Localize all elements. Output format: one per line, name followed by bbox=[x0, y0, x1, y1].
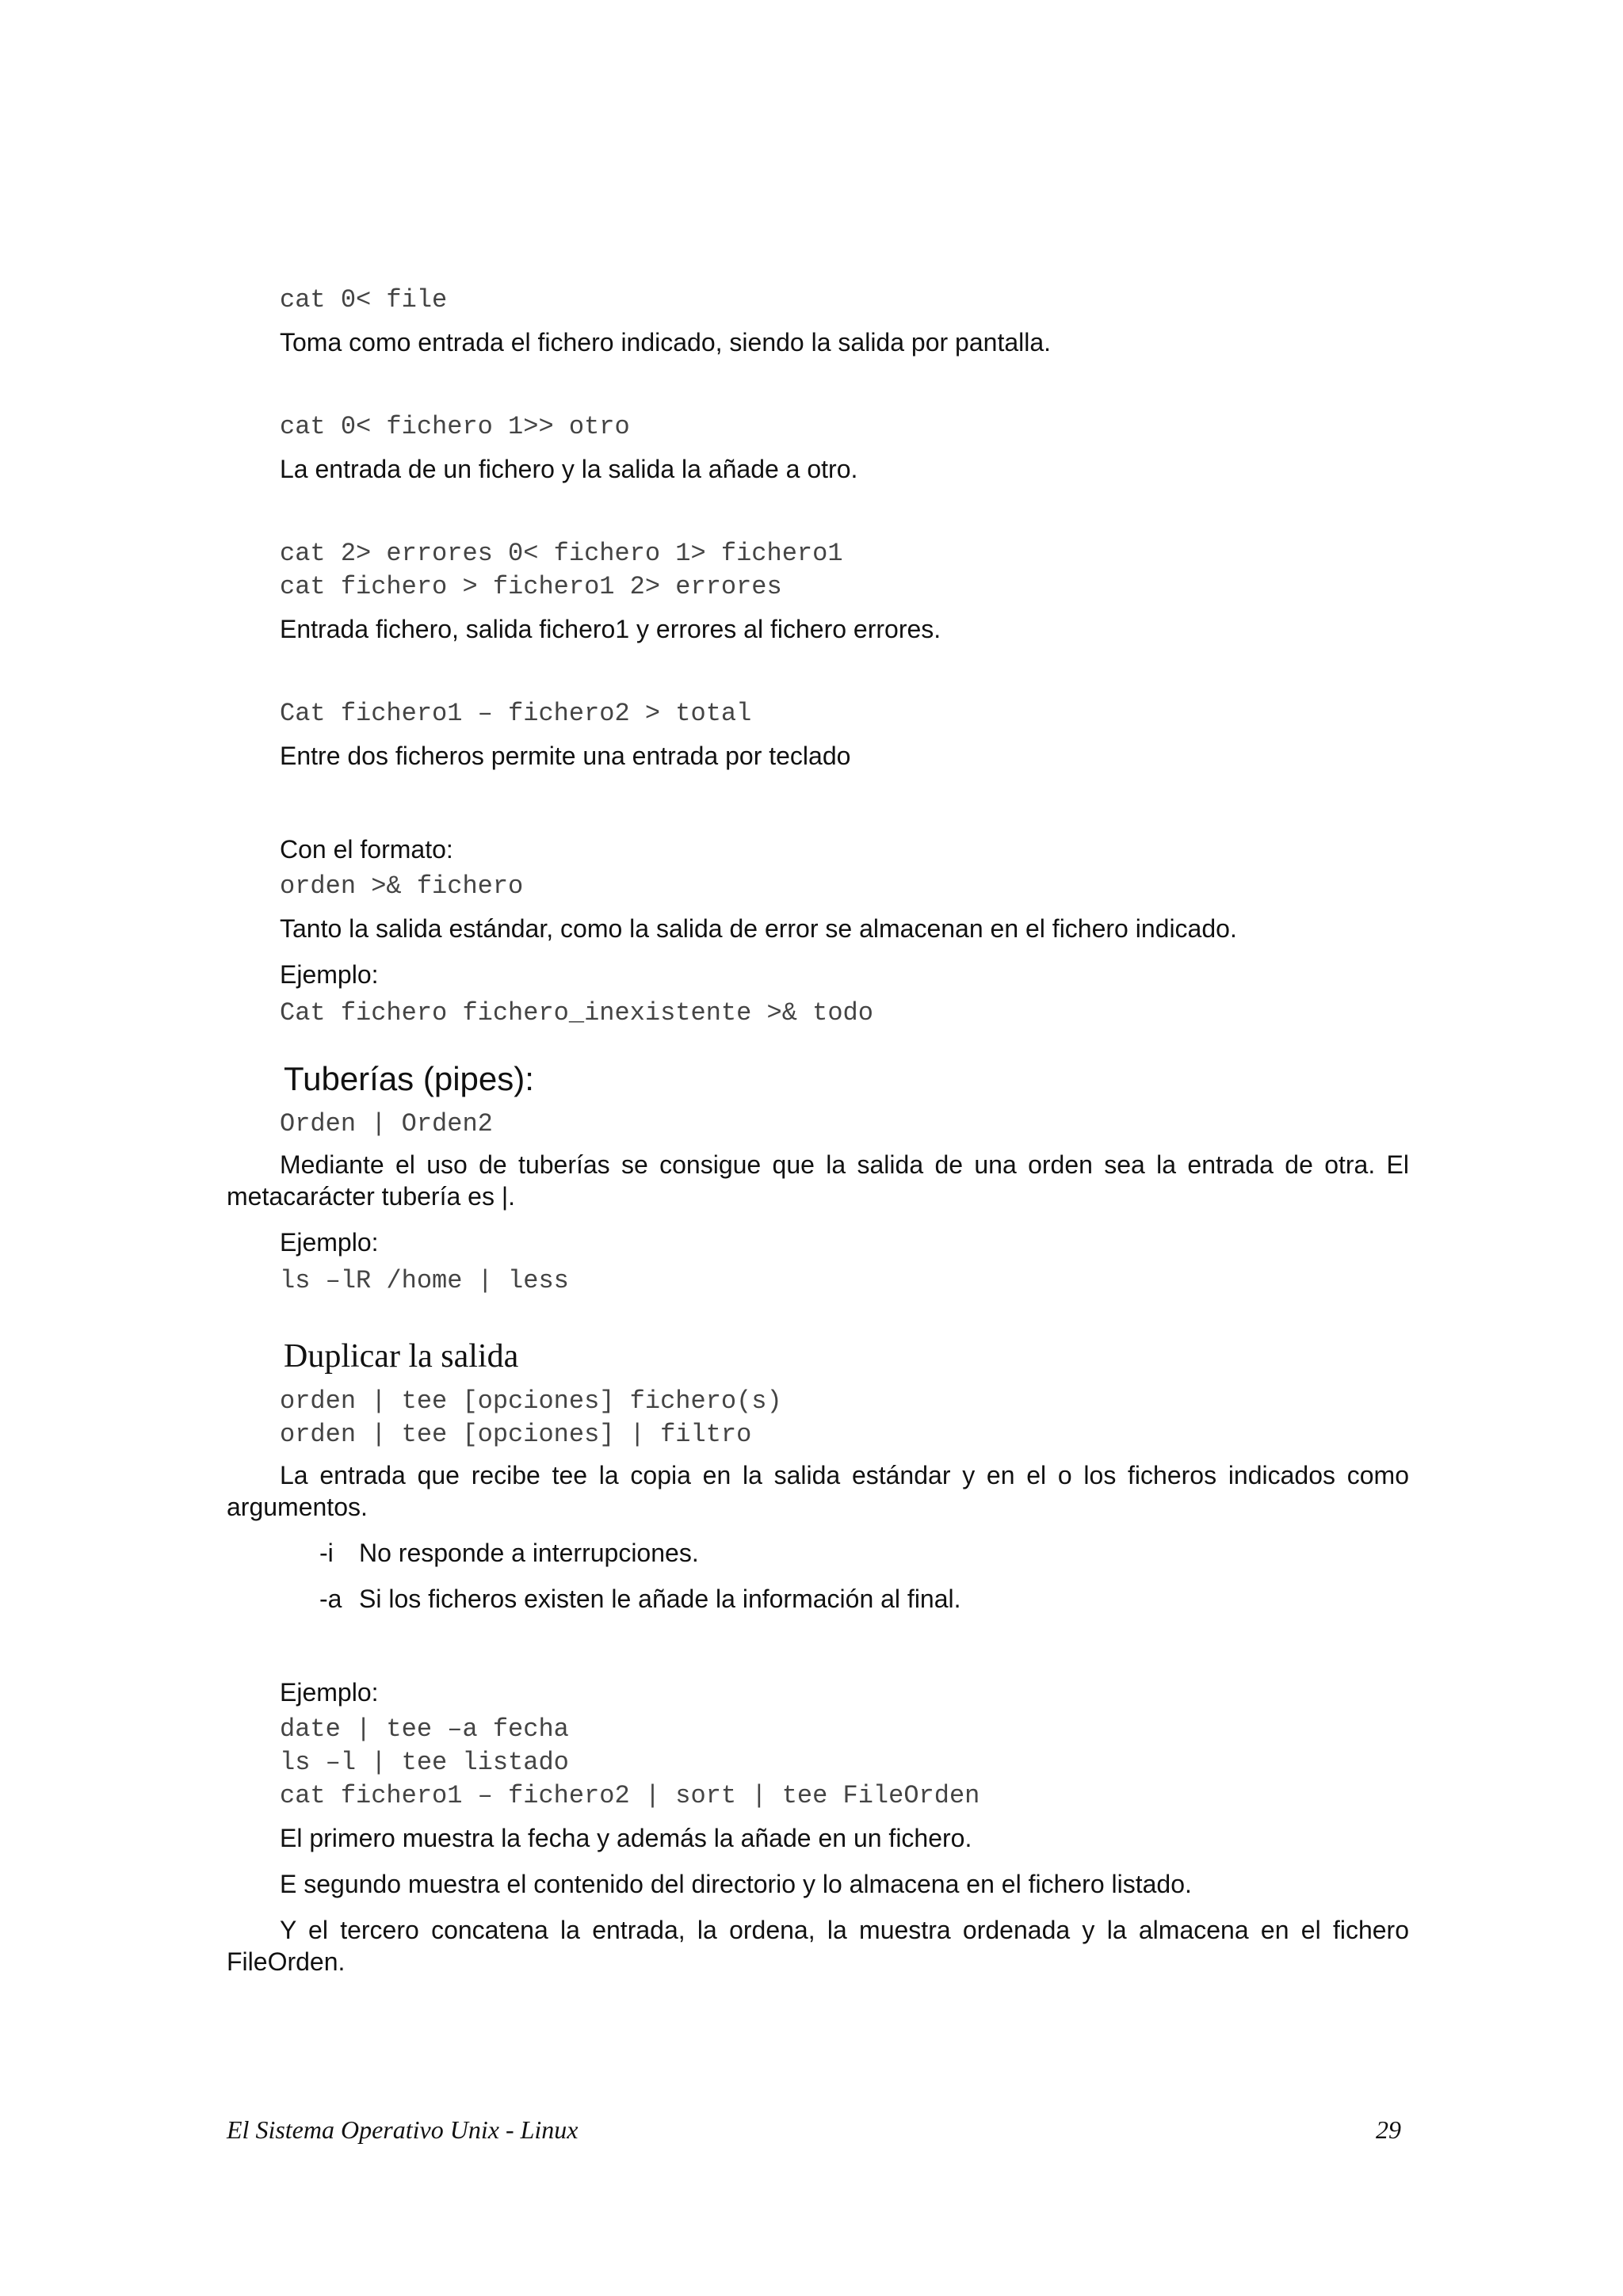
explanation: Y el tercero concatena la entrada, la ordena, la muestra ordenada y la almacena en el fichero FileOrden. bbox=[227, 1916, 1409, 1976]
option-flag: -i bbox=[319, 1539, 334, 1567]
code-line: cat fichero > fichero1 2> errores bbox=[280, 572, 782, 601]
explanation: El primero muestra la fecha y además la añade en un fichero. bbox=[280, 1824, 972, 1852]
section-heading-pipes: Tuberías (pipes): bbox=[284, 1060, 534, 1097]
code-line: cat 0< fichero 1>> otro bbox=[280, 412, 630, 441]
example-label: Ejemplo: bbox=[280, 1228, 379, 1257]
option-text: No responde a interrupciones. bbox=[359, 1539, 699, 1567]
option-item bbox=[319, 1583, 961, 1615]
code-line: orden >& fichero bbox=[280, 871, 524, 901]
code-line: Orden | Orden2 bbox=[280, 1109, 493, 1138]
description: Tanto la salida estándar, como la salida de error se almacenan en el fichero indicado. bbox=[280, 914, 1237, 943]
description: La entrada de un fichero y la salida la añade a otro. bbox=[280, 455, 858, 483]
section-heading-duplicate: Duplicar la salida bbox=[284, 1338, 519, 1375]
option-item bbox=[319, 1537, 699, 1569]
code-line: ls –lR /home | less bbox=[280, 1266, 569, 1295]
code-line: date | tee –a fecha bbox=[280, 1714, 569, 1744]
code-line: Cat fichero1 – fichero2 > total bbox=[280, 699, 752, 728]
paragraph: Mediante el uso de tuberías se consigue que la salida de una orden sea la entrada de otra. El metacarácter tubería es |. bbox=[227, 1150, 1409, 1211]
option-flag: -a bbox=[319, 1585, 342, 1613]
description: Entre dos ficheros permite una entrada por teclado bbox=[280, 742, 851, 770]
footer-title: El Sistema Operativo Unix - Linux bbox=[227, 2115, 579, 2144]
code-line: Cat fichero fichero_inexistente >& todo bbox=[280, 998, 873, 1028]
page-number: 29 bbox=[1376, 2115, 1401, 2144]
code-line: cat fichero1 – fichero2 | sort | tee FileOrden bbox=[280, 1781, 980, 1810]
option-text: Si los ficheros existen le añade la información al final. bbox=[359, 1585, 961, 1613]
example-label: Ejemplo: bbox=[280, 1678, 379, 1707]
example-label: Ejemplo: bbox=[280, 960, 379, 989]
intro-text: Con el formato: bbox=[280, 835, 453, 864]
paragraph: La entrada que recibe tee la copia en la salida estándar y en el o los ficheros indicados como argumentos. bbox=[227, 1461, 1409, 1521]
code-line: cat 2> errores 0< fichero 1> fichero1 bbox=[280, 539, 843, 568]
description: Toma como entrada el fichero indicado, siendo la salida por pantalla. bbox=[280, 328, 1052, 357]
explanation: E segundo muestra el contenido del directorio y lo almacena en el fichero listado. bbox=[280, 1870, 1192, 1898]
code-line: ls –l | tee listado bbox=[280, 1748, 569, 1777]
description: Entrada fichero, salida fichero1 y errores al fichero errores. bbox=[280, 615, 941, 643]
code-line: orden | tee [opciones] fichero(s) bbox=[280, 1386, 782, 1416]
code-line: orden | tee [opciones] | filtro bbox=[280, 1420, 752, 1449]
code-line: cat 0< file bbox=[280, 285, 448, 315]
